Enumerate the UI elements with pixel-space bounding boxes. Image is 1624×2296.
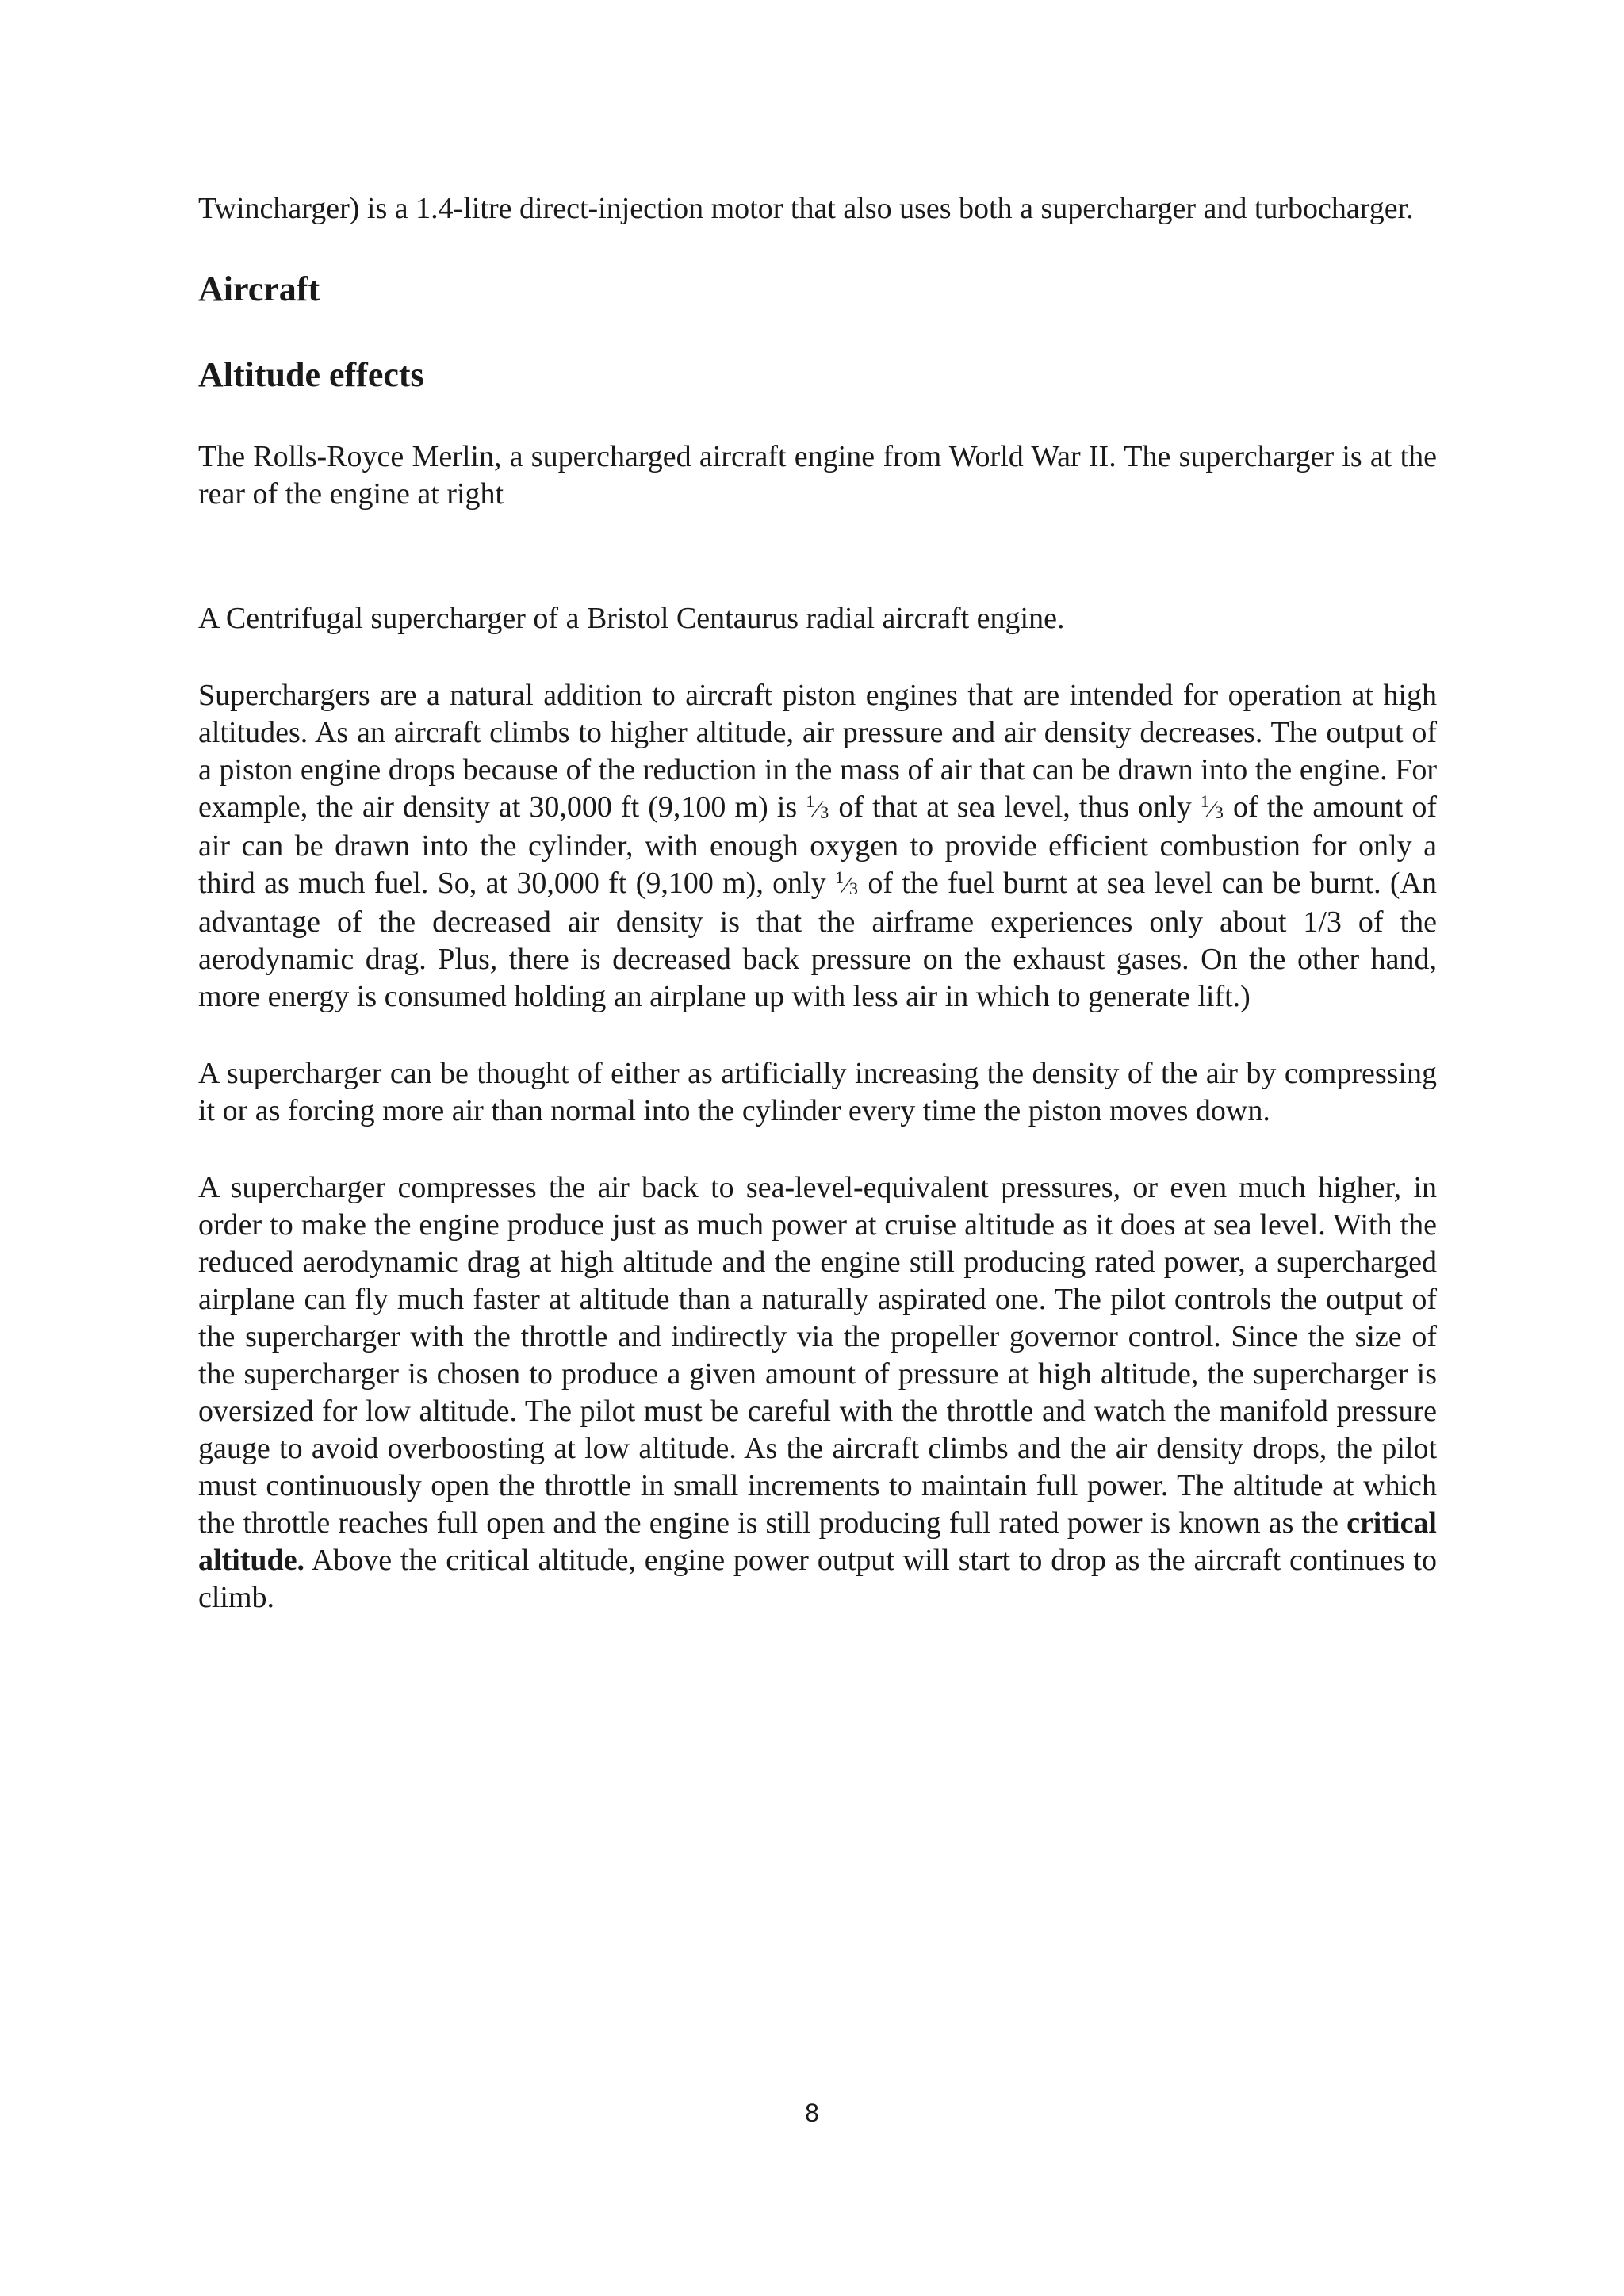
fraction-slash: ⁄ [1209,796,1215,822]
fraction-numerator: 1 [1200,791,1210,811]
altitude-text-part1: Superchargers are a natural addition to aircraft piston engines that are intended for operation at high altitudes. As an aircraft climbs to higher altitude, air pressure and air density decreases. The output of a piston engine drops because of the reduction in the mass of air that can be drawn into the engine. For example, the air density at 30,000 ft (9,100 m) is [198,679,1437,824]
critical-altitude-paragraph [198,1169,1437,1617]
fraction-one-third [835,867,860,898]
altitude-paragraph [198,677,1437,1016]
fraction-one-third [806,791,830,822]
page-body [198,190,1437,1617]
fraction-denominator: 3 [820,802,830,822]
critical-altitude-term: critical altitude. [198,1506,1437,1577]
fraction-denominator: 3 [849,878,860,898]
thought-paragraph: A supercharger can be thought of either as artificially increasing the density of the air by compressing it or as forcing more air than normal into the cylinder every time the piston moves down. [198,1057,1437,1127]
fraction-numerator: 1 [806,791,816,811]
fraction-one-third [1200,791,1224,822]
altitude-text-part2: of that at sea level, thus only [829,790,1201,824]
fraction-slash: ⁄ [815,796,821,822]
altitude-text-part3: of the amount of air can be drawn into the cylinder, with enough oxygen to provide efficient combustion for only a third as much fuel. So, at 30,000 ft (9,100 m), only [198,790,1437,900]
heading-altitude-effects: Altitude effects [198,355,424,394]
critical-text-before: A supercharger compresses the air back to sea-level-equivalent pressures, or even much higher, in order to make the engine produce just as much power at cruise altitude as it does at sea level. With the reduced aerodynamic drag at high altitude and the engine still producing rated power, a supercharged airplane can fly much faster at altitude than a naturally aspirated one. The pilot controls the output of the supercharger with the throttle and indirectly via the propeller governor control. Since the size of the supercharger is chosen to produce a given amount of pressure at high altitude, the supercharger is oversized for low altitude. The pilot must be careful with the throttle and watch the manifold pressure gauge to avoid overboosting at low altitude. As the aircraft climbs and the air density drops, the pilot must continuously open the throttle in small increments to maintain full power. The altitude at which the throttle reaches full open and the engine is still producing full rated power is known as the [198,1171,1437,1540]
heading-aircraft: Aircraft [198,270,320,308]
fraction-slash: ⁄ [845,872,850,898]
intro-paragraph: Twincharger) is a 1.4-litre direct-injection motor that also uses both a supercharger and turbocharger. [198,192,1414,225]
fraction-denominator: 3 [1214,802,1224,822]
merlin-caption: The Rolls-Royce Merlin, a supercharged aircraft engine from World War II. The supercharger is at the rear of the engine at right [198,440,1437,511]
centrifugal-caption: A Centrifugal supercharger of a Bristol Centaurus radial aircraft engine. [198,602,1065,635]
critical-text-after: Above the critical altitude, engine power output will start to drop as the aircraft continues to climb. [198,1544,1437,1614]
altitude-text-part4: of the fuel burnt at sea level can be burnt. (An advantage of the decreased air density is that the airframe experiences only about 1/3 of the aerodynamic drag. Plus, there is decreased back pressure on the exhaust gases. On the other hand, more energy is consumed holding an airplane up with less air in which to generate lift.) [198,867,1437,1013]
page-number: 8 [805,2099,819,2127]
fraction-numerator: 1 [835,867,845,887]
